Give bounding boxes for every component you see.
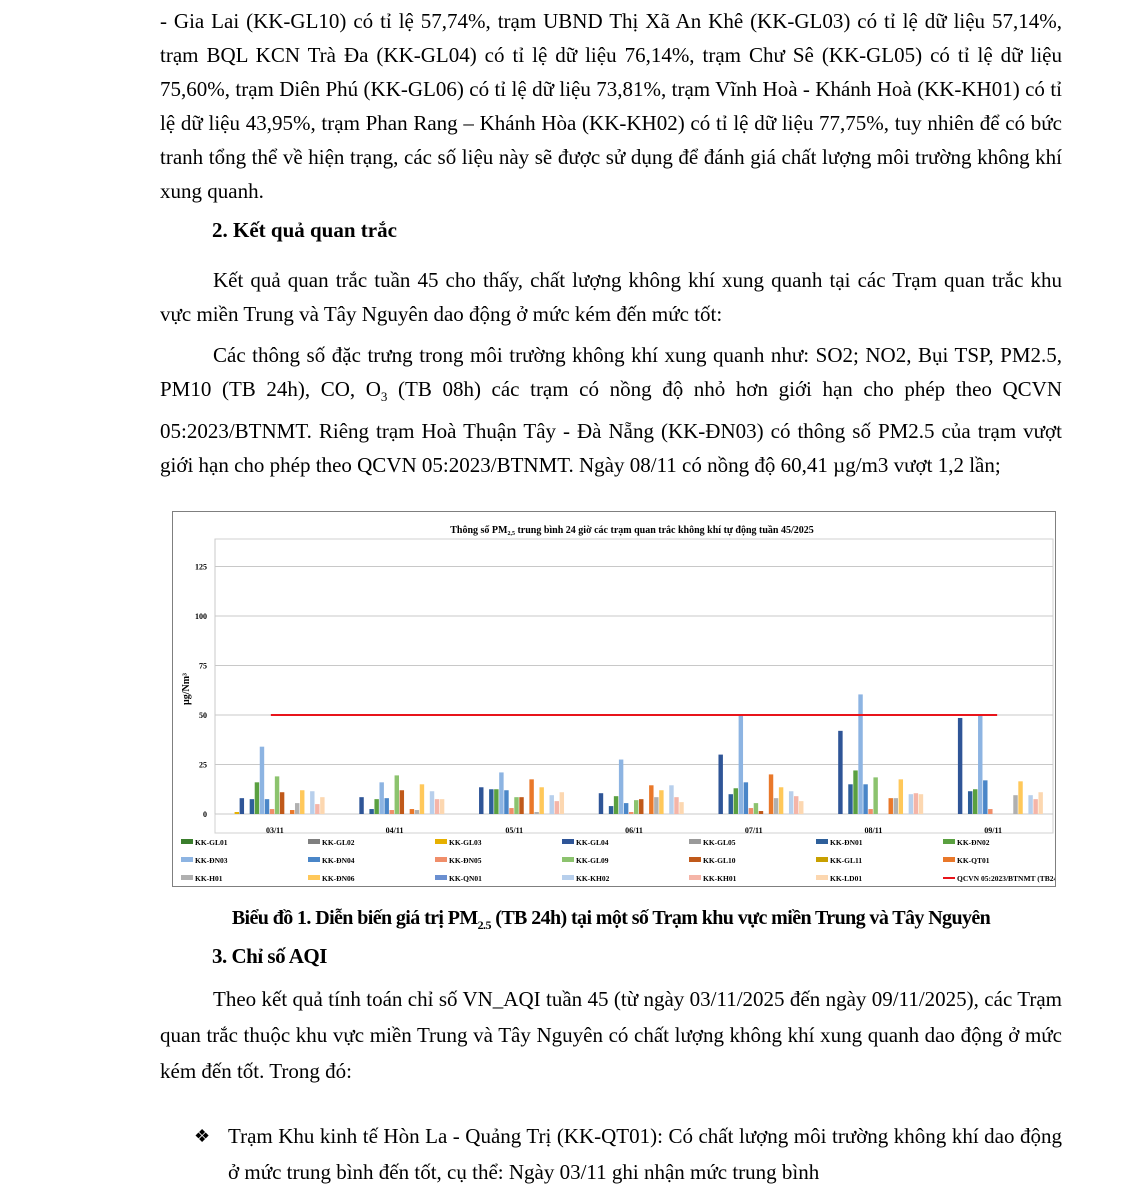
legend-swatch	[943, 857, 955, 862]
legend-label: KK-GL05	[703, 838, 736, 847]
legend-swatch	[435, 857, 447, 862]
bar	[479, 787, 483, 814]
bar	[385, 798, 389, 814]
bar	[624, 803, 628, 814]
pm25-chart-svg	[173, 512, 1055, 886]
legend-swatch	[562, 875, 574, 880]
bar	[555, 801, 559, 814]
bar	[744, 782, 748, 814]
bar	[395, 775, 399, 814]
legend-swatch	[308, 875, 320, 880]
legend-label: KK-GL03	[449, 838, 482, 847]
bar	[674, 797, 678, 814]
bar	[679, 802, 683, 814]
bar	[889, 798, 893, 814]
bar	[894, 798, 898, 814]
bar	[649, 785, 653, 814]
paragraph-parameters	[160, 338, 1062, 482]
heading-monitoring-results: 2. Kết quả quan trắc	[212, 218, 397, 242]
bar	[973, 789, 977, 814]
bar	[873, 777, 877, 814]
bar	[654, 797, 658, 814]
bar	[899, 779, 903, 814]
bar	[909, 794, 913, 814]
bar	[315, 804, 319, 814]
paragraph-parameters-b: (TB 08h) các trạm có nồng độ nhỏ hơn giới hạn cho phép theo QCVN 05:2023/BTNMT. Riêng trạm Hoà Thuận Tây - Đà Nẵng (KK-ĐN03) có thông số PM2.5 của trạm vượt giới hạn cho phép theo QCVN 05:2023/BTNMT. Ngày 08/11 có nồng độ 60,41 µg/m3 vượt 1,2 lần;	[160, 377, 1063, 478]
legend-swatch	[816, 857, 828, 862]
pm25-chart	[172, 511, 1056, 887]
diamond-bullet-icon: ❖	[194, 1126, 211, 1146]
legend-label: KK-GL04	[576, 838, 609, 847]
legend-swatch	[689, 839, 701, 844]
y-tick-label: 100	[195, 612, 207, 621]
bar	[754, 803, 758, 814]
bar	[1028, 795, 1032, 814]
subscript-3: 3	[380, 389, 388, 405]
bar	[494, 789, 498, 814]
x-tick-label: 06/11	[625, 826, 643, 835]
bar	[290, 810, 294, 814]
bar	[718, 755, 722, 814]
bar	[435, 799, 439, 814]
bar	[629, 812, 633, 814]
bar	[968, 791, 972, 814]
bar	[420, 784, 424, 814]
bar	[415, 810, 419, 814]
legend-swatch	[308, 857, 320, 862]
bar	[958, 718, 962, 814]
legend-label: KK-H01	[195, 874, 223, 883]
legend-swatch	[435, 839, 447, 844]
bar	[514, 797, 518, 814]
bar	[430, 791, 434, 814]
legend-label: KK-ĐN01	[830, 838, 863, 847]
bar	[759, 811, 763, 814]
x-tick-label: 08/11	[864, 826, 883, 835]
caption-subscript: 2.5	[477, 918, 491, 932]
bar	[359, 797, 363, 814]
legend-swatch	[181, 839, 193, 844]
bar	[634, 800, 638, 814]
legend-label: KK-QN01	[449, 874, 482, 883]
bar	[609, 806, 613, 814]
y-tick-label: 0	[203, 810, 207, 819]
bar	[390, 810, 394, 814]
legend-swatch	[816, 875, 828, 880]
chart-title: Thông số $PM_{2,5}$ trung bình 24 giờ các trạm quan trắc không khí tự động tuần 45/2025	[450, 525, 814, 537]
legend-label: KK-KH01	[703, 874, 737, 883]
bar	[1018, 781, 1022, 814]
bullet-kk-qt01	[194, 1118, 1062, 1190]
bar	[983, 780, 987, 814]
bar	[240, 798, 244, 814]
bar	[919, 794, 923, 814]
caption-text-b: (TB 24h) tại một số Trạm khu vực miền Trung và Tây Nguyên	[490, 907, 991, 929]
legend-swatch	[308, 839, 320, 844]
bar	[639, 799, 643, 814]
bar	[539, 787, 543, 814]
bar	[779, 787, 783, 814]
legend-swatch	[689, 875, 701, 880]
bar	[669, 785, 673, 814]
bar	[619, 760, 623, 814]
legend-label: KK-QT01	[957, 856, 990, 865]
legend-swatch	[943, 839, 955, 844]
bar	[250, 799, 254, 814]
bar	[260, 747, 264, 814]
bar	[504, 790, 508, 814]
legend-label: KK-ĐN05	[449, 856, 482, 865]
bar	[853, 770, 857, 814]
bar	[255, 782, 259, 814]
bar	[739, 715, 743, 814]
legend-label: KK-GL09	[576, 856, 609, 865]
legend-label: KK-ĐN04	[322, 856, 355, 865]
bar	[320, 797, 324, 814]
x-tick-label: 05/11	[505, 826, 524, 835]
bar	[868, 809, 872, 814]
plot-area	[215, 539, 1053, 833]
legend-swatch	[435, 875, 447, 880]
bar	[235, 812, 239, 814]
bar	[529, 779, 533, 814]
bar	[440, 799, 444, 814]
x-tick-label: 09/11	[984, 826, 1003, 835]
bullet-text: Trạm Khu kinh tế Hòn La - Quảng Trị (KK-QT01): Có chất lượng môi trường không khí dao động ở mức trung bình đến tốt, cụ thể: Ngày 03/11 ghi nhận mức trung bình	[228, 1124, 1062, 1184]
bar	[988, 809, 992, 814]
bar	[519, 797, 523, 814]
bar	[410, 809, 414, 814]
bar	[1038, 792, 1042, 814]
heading-aqi: 3. Chỉ số AQI	[212, 944, 327, 968]
legend-label: KK-ĐN06	[322, 874, 355, 883]
legend-swatch	[816, 839, 828, 844]
bar	[1013, 795, 1017, 814]
bar	[614, 796, 618, 814]
x-tick-label: 07/11	[744, 826, 763, 835]
bar	[295, 803, 299, 814]
paragraph-aqi-summary: Theo kết quả tính toán chỉ số VN_AQI tuần 45 (từ ngày 03/11/2025 đến ngày 09/11/2025), các Trạm quan trắc thuộc khu vực miền Trung và Tây Nguyên có chất lượng không khí xung quanh dao động ở mức kém đến tốt. Trong đó:	[160, 987, 1062, 1083]
legend-label: KK-LD01	[830, 874, 863, 883]
bar	[1033, 799, 1037, 814]
bar	[489, 789, 493, 814]
bar	[848, 784, 852, 814]
legend-swatch	[689, 857, 701, 862]
bar	[774, 798, 778, 814]
bar	[729, 794, 733, 814]
bar	[659, 790, 663, 814]
x-tick-label: 04/11	[385, 826, 404, 835]
legend-swatch	[181, 857, 193, 862]
bar	[858, 694, 862, 814]
bar	[300, 790, 304, 814]
bar	[914, 793, 918, 814]
bar	[599, 793, 603, 814]
legend-label: KK-GL11	[830, 856, 863, 865]
legend-swatch	[181, 875, 193, 880]
paragraph-data-completeness: - Gia Lai (KK-GL10) có tỉ lệ 57,74%, trạm UBND Thị Xã An Khê (KK-GL03) có tỉ lệ dữ liệu 57,14%, trạm BQL KCN Trà Đa (KK-GL04) có tỉ lệ dữ liệu 76,14%, trạm Chư Sê (KK-GL05) có tỉ lệ dữ liệu 75,60%, trạm Diên Phú (KK-GL06) có tỉ lệ dữ liệu 73,81%, trạm Vĩnh Hoà - Khánh Hoà (KK-KH01) có tỉ lệ dữ liệu 43,95%, trạm Phan Rang – Khánh Hòa (KK-KH02) có tỉ lệ dữ liệu 77,75%, tuy nhiên để có bức tranh tổng thể về hiện trạng, các số liệu này sẽ được sử dụng để đánh giá chất lượng môi trường không khí xung quanh.	[160, 9, 1062, 203]
y-tick-label: 25	[199, 760, 207, 770]
y-tick-label: 125	[195, 562, 207, 572]
bar	[794, 796, 798, 814]
bar	[978, 714, 982, 814]
bar	[534, 812, 538, 814]
bar	[550, 795, 554, 814]
bar	[369, 809, 373, 814]
bar	[734, 788, 738, 814]
bar	[379, 782, 383, 814]
x-tick-label: 03/11	[265, 826, 284, 835]
legend-swatch	[562, 857, 574, 862]
legend-label: KK-GL02	[322, 838, 355, 847]
legend-label: KK-ĐN03	[195, 856, 228, 865]
bar	[509, 808, 513, 814]
caption-text-a: Biểu đồ 1. Diễn biến giá trị PM	[231, 907, 478, 929]
bar	[374, 799, 378, 814]
y-axis-label: µg/Nm³	[181, 672, 192, 706]
bar	[280, 792, 284, 814]
legend-label: KK-GL10	[703, 856, 736, 865]
bar	[863, 784, 867, 814]
bar	[265, 799, 269, 814]
bar	[400, 790, 404, 814]
bar	[275, 776, 279, 814]
legend-swatch	[562, 839, 574, 844]
bar	[310, 791, 314, 814]
paragraph-week45-summary: Kết quả quan trắc tuần 45 cho thấy, chất lượng không khí xung quanh tại các Trạm quan trắc khu vực miền Trung và Tây Nguyên dao động ở mức kém đến mức tốt:	[160, 268, 1062, 326]
paragraph-parameters-a: Các thông số đặc trưng trong môi trường không khí xung quanh như: SO2; NO2, Bụi TSP, PM2.5, PM10 (TB 24h), CO, O	[160, 343, 1062, 401]
bar	[838, 731, 842, 814]
figure-caption	[160, 907, 1062, 933]
y-tick-label: 50	[199, 711, 207, 720]
bar	[270, 809, 274, 814]
bar	[789, 791, 793, 814]
legend-label: KK-GL01	[195, 838, 228, 847]
y-tick-label: 75	[199, 661, 207, 671]
bar	[560, 792, 564, 814]
bar	[799, 801, 803, 814]
legend-label: KK-ĐN02	[957, 838, 990, 847]
bar	[749, 808, 753, 814]
legend-label: KK-KH02	[576, 874, 610, 883]
bar	[769, 774, 773, 814]
legend-label: QCVN 05:2023/BTNMT (TB24h)	[957, 874, 1055, 883]
bar	[499, 772, 503, 814]
